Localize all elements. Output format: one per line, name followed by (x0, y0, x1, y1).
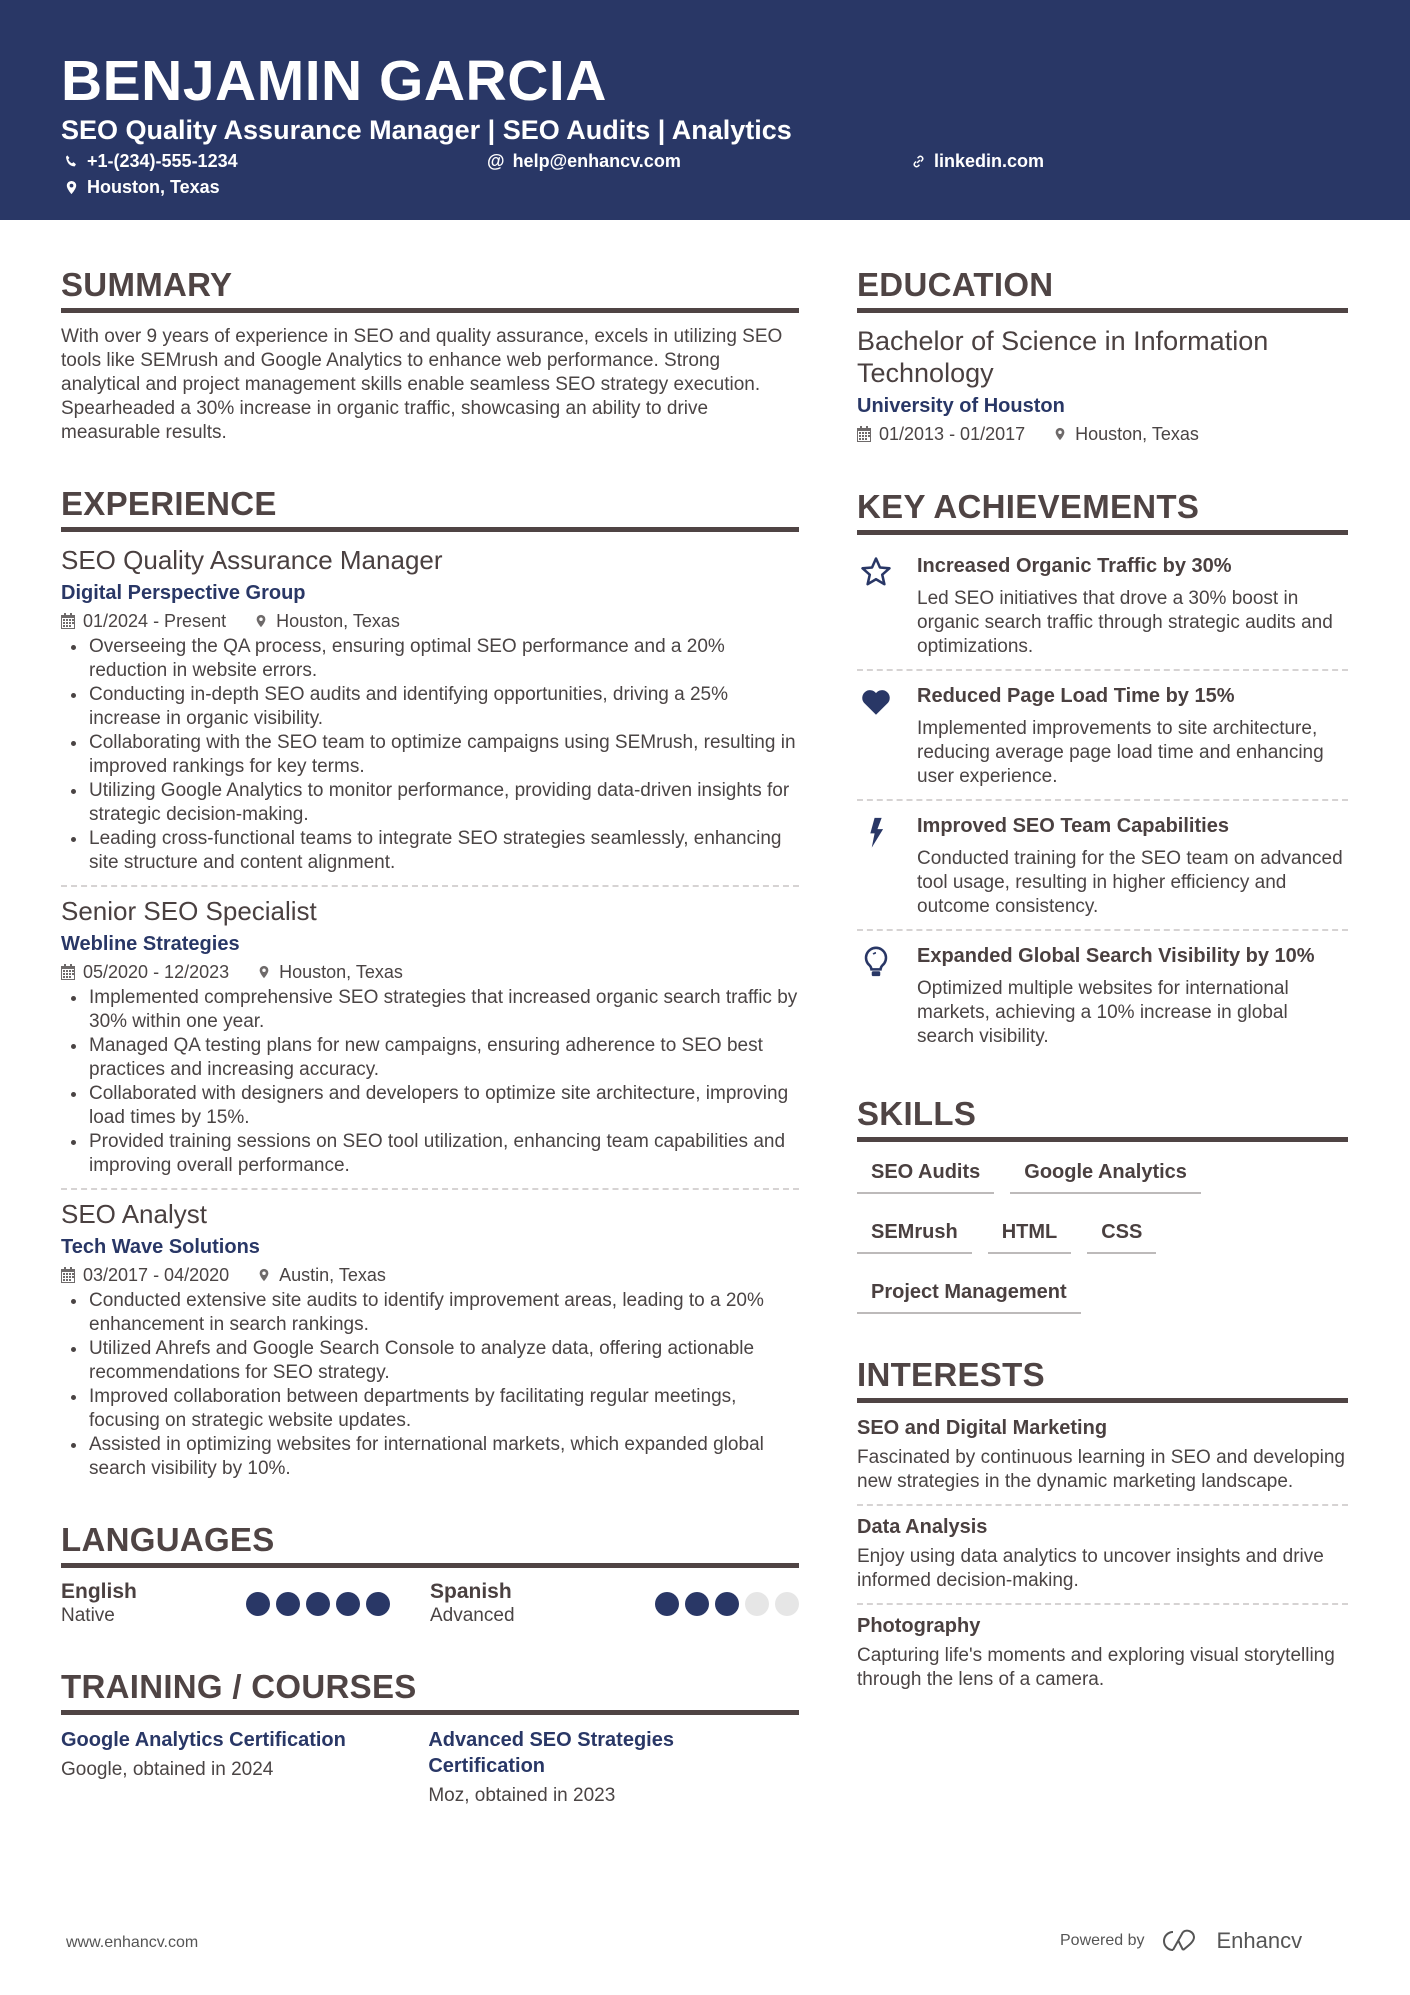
language-level: Native (61, 1605, 115, 1626)
rating-dot-filled (336, 1592, 360, 1616)
interest-item (857, 1514, 1348, 1593)
section-title: LANGUAGES (61, 1521, 799, 1568)
language-rating (246, 1592, 390, 1616)
skill-tag: HTML (988, 1214, 1072, 1254)
skills-section (857, 1095, 1348, 1314)
divider (61, 885, 799, 887)
calendar-icon (61, 1267, 75, 1283)
achievement-item (857, 547, 1348, 663)
location-text: Houston, Texas (87, 177, 220, 197)
languages-section (61, 1521, 799, 1628)
resume-header (0, 0, 1410, 220)
job-dates-text: 03/2017 - 04/2020 (83, 1265, 230, 1285)
calendar-icon (61, 964, 75, 980)
language-item (430, 1580, 799, 1628)
divider (857, 1603, 1348, 1605)
lightning-icon (859, 815, 893, 849)
course-title: Advanced SEO Strategies Certification (428, 1729, 674, 1777)
interest-item (857, 1613, 1348, 1692)
bullet: Managed QA testing plans for new campaigns, ensuring adherence to SEO best practices and increasing accuracy. (61, 1034, 799, 1082)
footer-website[interactable]: www.enhancv.com (66, 1934, 199, 1951)
rating-dot-filled (715, 1592, 739, 1616)
job-dates (61, 960, 229, 984)
achievement-title: Improved SEO Team Capabilities (917, 815, 1229, 837)
job-role: SEO Analyst (61, 1199, 207, 1229)
bullet: Implemented comprehensive SEO strategies that increased organic search traffic by 30% within one year. (61, 986, 799, 1034)
interest-title: Photography (857, 1615, 981, 1637)
section-title: EXPERIENCE (61, 485, 799, 532)
job-location (257, 960, 403, 984)
skill-tag: CSS (1087, 1214, 1156, 1254)
star-icon (859, 555, 893, 589)
summary-text: With over 9 years of experience in SEO and quality assurance, excels in utilizing SEO tools like SEMrush and Google Analytics to enhance web performance. Strong analytical and project management skills enable seamless SEO strategy execution. Spearheaded a 30% increase in organic traffic, showcasing an ability to drive measurable results. (61, 326, 783, 443)
job-company: Digital Perspective Group (61, 582, 306, 604)
job-location-text: Houston, Texas (279, 962, 403, 982)
location-pin-icon (254, 613, 268, 629)
bullet: Collaborating with the SEO team to optimize campaigns using SEMrush, resulting in improved rankings for key terms. (61, 731, 799, 779)
language-list (61, 1580, 799, 1628)
job-dates-text: 01/2024 - Present (83, 611, 227, 631)
section-title: SUMMARY (61, 266, 799, 313)
job-location-text: Austin, Texas (279, 1265, 386, 1285)
education-dates (857, 422, 1025, 446)
bullet: Leading cross-functional teams to integrate SEO strategies seamlessly, enhancing site structure and content alignment. (61, 827, 799, 875)
location-pin-icon (257, 1267, 271, 1283)
achievement-desc: Implemented improvements to site architecture, reducing average page load time and enhancing user experience. (917, 718, 1324, 787)
job-entry (61, 895, 799, 1178)
location-pin-icon (64, 180, 79, 195)
achievement-desc: Optimized multiple websites for international markets, achieving a 10% increase in global search visibility. (917, 978, 1289, 1047)
location-pin-icon (257, 964, 271, 980)
course-subtitle: Moz, obtained in 2023 (428, 1785, 616, 1806)
enhancv-logo-icon (1159, 1928, 1203, 1954)
skill-tag: Google Analytics (1010, 1154, 1201, 1194)
job-bullets (61, 635, 799, 875)
degree: Bachelor of Science in Information Technology (857, 326, 1269, 388)
rating-dot-filled (246, 1592, 270, 1616)
course-item (61, 1727, 428, 1808)
job-meta (61, 609, 799, 633)
right-column (857, 266, 1348, 1692)
section-title: TRAINING / COURSES (61, 1668, 799, 1715)
achievement-desc: Led SEO initiatives that drove a 30% boost in organic search traffic through strategic audits and optimizations. (917, 588, 1333, 657)
link-icon (911, 154, 926, 169)
rating-dot-filled (655, 1592, 679, 1616)
experience-section (61, 485, 799, 1481)
job-entry (61, 1198, 799, 1481)
education-location-text: Houston, Texas (1075, 424, 1199, 444)
email-text[interactable]: help@enhancv.com (512, 151, 681, 171)
rating-dot-empty (775, 1592, 799, 1616)
bullet: Conducting in-depth SEO audits and identifying opportunities, driving a 25% increase in organic visibility. (61, 683, 799, 731)
language-level: Advanced (430, 1605, 515, 1626)
left-column (61, 266, 799, 1808)
heart-icon (859, 685, 893, 719)
course-list (61, 1727, 799, 1808)
rating-dot-filled (306, 1592, 330, 1616)
contact-link[interactable] (911, 150, 1044, 172)
skill-tag: SEMrush (857, 1214, 972, 1254)
achievement-desc: Conducted training for the SEO team on advanced tool usage, resulting in higher efficiency and outcome consistency. (917, 848, 1343, 917)
achievement-item (857, 677, 1348, 793)
job-company: Webline Strategies (61, 933, 240, 955)
job-dates (61, 609, 226, 633)
language-name: Spanish (430, 1580, 512, 1603)
achievements-section (857, 488, 1348, 1053)
training-section (61, 1668, 799, 1808)
job-meta (61, 960, 799, 984)
interests-section (857, 1356, 1348, 1692)
bullet: Provided training sessions on SEO tool utilization, enhancing team capabilities and improving overall performance. (61, 1130, 799, 1178)
candidate-name: BENJAMIN GARCIA (61, 49, 607, 113)
interest-desc: Fascinated by continuous learning in SEO and developing new strategies in the dynamic marketing landscape. (857, 1447, 1345, 1492)
divider (857, 1504, 1348, 1506)
rating-dot-empty (745, 1592, 769, 1616)
powered-by-label: Powered by (1060, 1932, 1145, 1949)
divider (857, 929, 1348, 931)
divider (857, 669, 1348, 671)
achievement-title: Increased Organic Traffic by 30% (917, 555, 1232, 577)
education-location (1053, 422, 1199, 446)
job-entry (61, 544, 799, 875)
job-meta (61, 1263, 799, 1287)
section-title: EDUCATION (857, 266, 1348, 313)
skill-tag: SEO Audits (857, 1154, 994, 1194)
calendar-icon (61, 613, 75, 629)
contact-phone (64, 150, 238, 172)
language-item (61, 1580, 430, 1628)
section-title: SKILLS (857, 1095, 1348, 1142)
education-dates-text: 01/2013 - 01/2017 (879, 424, 1026, 444)
skill-list (857, 1154, 1277, 1314)
job-dates-text: 05/2020 - 12/2023 (83, 962, 230, 982)
phone-text: +1-(234)-555-1234 (87, 151, 238, 171)
summary-section (61, 266, 799, 445)
bullet: Assisted in optimizing websites for international markets, which expanded global search visibility by 10%. (61, 1433, 799, 1481)
interest-desc: Enjoy using data analytics to uncover insights and drive informed decision-making. (857, 1546, 1324, 1591)
footer-branding (1060, 1928, 1302, 1954)
rating-dot-filled (276, 1592, 300, 1616)
at-icon: @ (487, 151, 505, 171)
bullet: Improved collaboration between departments by facilitating regular meetings, focusing on strategic website updates. (61, 1385, 799, 1433)
calendar-icon (857, 426, 871, 442)
bullet: Conducted extensive site audits to identify improvement areas, leading to a 20% enhancement in search rankings. (61, 1289, 799, 1337)
course-item (428, 1727, 799, 1808)
course-title: Google Analytics Certification (61, 1729, 346, 1751)
achievement-item (857, 937, 1348, 1053)
interest-title: Data Analysis (857, 1516, 988, 1538)
section-title: INTERESTS (857, 1356, 1348, 1403)
job-company: Tech Wave Solutions (61, 1236, 260, 1258)
education-section (857, 266, 1348, 446)
phone-icon (64, 154, 79, 169)
lightbulb-icon (859, 945, 893, 979)
job-dates (61, 1263, 229, 1287)
education-meta (857, 422, 1348, 446)
interest-title: SEO and Digital Marketing (857, 1417, 1108, 1439)
achievement-title: Reduced Page Load Time by 15% (917, 685, 1235, 707)
bullet: Overseeing the QA process, ensuring optimal SEO performance and a 20% reduction in website errors. (61, 635, 799, 683)
link-text[interactable]: linkedin.com (934, 151, 1045, 171)
interest-desc: Capturing life's moments and exploring visual storytelling through the lens of a camera. (857, 1645, 1335, 1690)
divider (857, 799, 1348, 801)
language-name: English (61, 1580, 137, 1603)
job-bullets (61, 1289, 799, 1481)
job-role: SEO Quality Assurance Manager (61, 545, 443, 575)
achievement-item (857, 807, 1348, 923)
language-rating (655, 1592, 799, 1616)
job-bullets (61, 986, 799, 1178)
skill-tag: Project Management (857, 1274, 1081, 1314)
job-location (254, 609, 400, 633)
divider (61, 1188, 799, 1190)
contact-location (64, 176, 220, 198)
rating-dot-filled (366, 1592, 390, 1616)
contact-email[interactable] (487, 150, 681, 172)
brand-name: Enhancv (1216, 1928, 1303, 1953)
job-role: Senior SEO Specialist (61, 896, 317, 926)
course-subtitle: Google, obtained in 2024 (61, 1759, 274, 1780)
job-location-text: Houston, Texas (276, 611, 400, 631)
section-title: KEY ACHIEVEMENTS (857, 488, 1348, 535)
bullet: Utilizing Google Analytics to monitor performance, providing data-driven insights for strategic decision-making. (61, 779, 799, 827)
location-pin-icon (1053, 426, 1067, 442)
job-location (257, 1263, 386, 1287)
interest-item (857, 1415, 1348, 1494)
school-name: University of Houston (857, 395, 1065, 417)
candidate-headline: SEO Quality Assurance Manager | SEO Audits | Analytics (61, 115, 792, 145)
bullet: Utilized Ahrefs and Google Search Console to analyze data, offering actionable recommendations for SEO strategy. (61, 1337, 799, 1385)
bullet: Collaborated with designers and developers to optimize site architecture, improving load times by 15%. (61, 1082, 799, 1130)
achievement-title: Expanded Global Search Visibility by 10% (917, 945, 1315, 967)
rating-dot-filled (685, 1592, 709, 1616)
